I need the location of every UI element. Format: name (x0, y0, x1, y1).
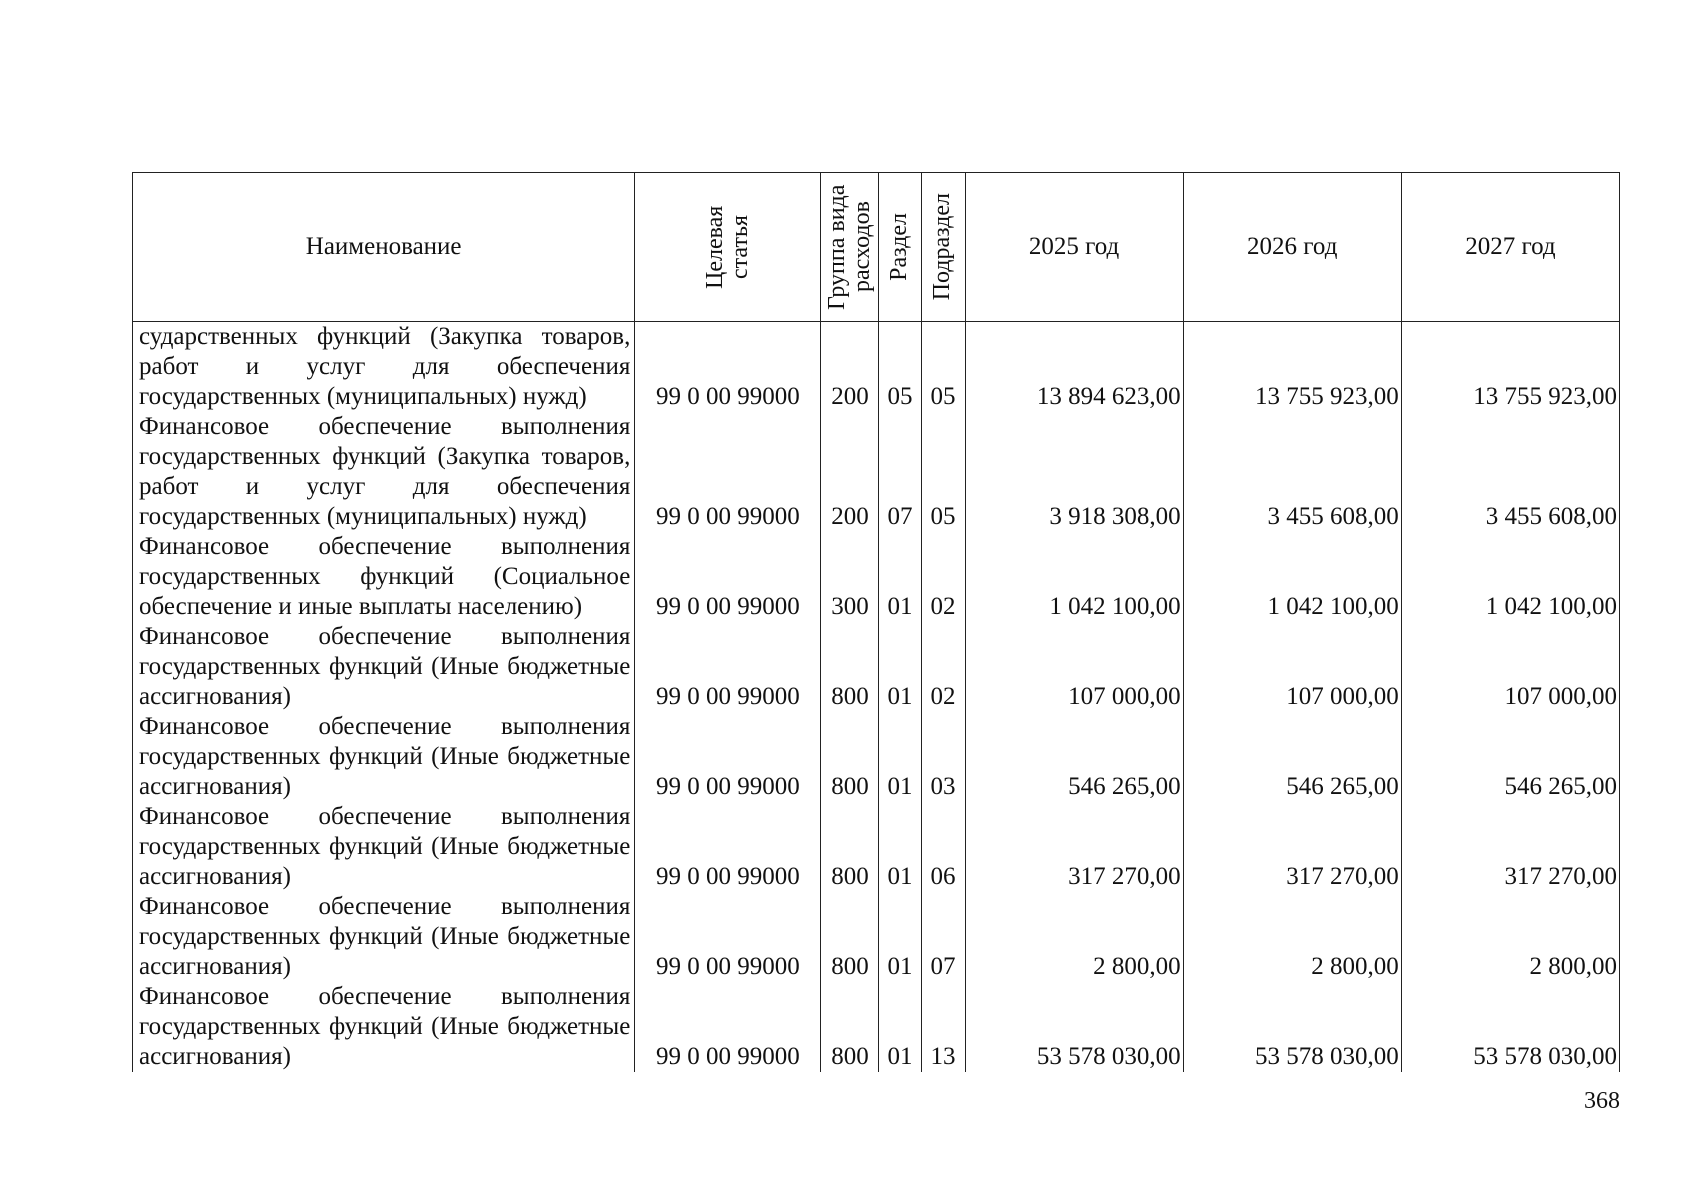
row-target-article: 99 0 00 99000 (635, 892, 821, 982)
row-expense-group: 800 (821, 892, 879, 982)
row-subsection: 05 (921, 322, 965, 413)
row-amount-2027: 1 042 100,00 (1401, 532, 1619, 622)
row-amount-2025: 107 000,00 (965, 622, 1183, 712)
row-subsection: 02 (921, 622, 965, 712)
table-row (133, 412, 1620, 532)
header-name (133, 173, 635, 322)
header-target-article (635, 173, 821, 322)
row-name: Финансовое обеспечение выполнения государственных функций (Социальное обеспечение и иные выплаты населению) (133, 532, 635, 622)
table-body (133, 322, 1620, 1073)
row-name: Финансовое обеспечение выполнения государственных функций (Иные бюджетные ассигнования) (133, 622, 635, 712)
row-name: Финансовое обеспечение выполнения государственных функций (Иные бюджетные ассигнования) (133, 892, 635, 982)
row-name: Финансовое обеспечение выполнения государственных функций (Иные бюджетные ассигнования) (133, 802, 635, 892)
row-target-article: 99 0 00 99000 (635, 412, 821, 532)
row-amount-2026: 3 455 608,00 (1183, 412, 1401, 532)
row-target-article: 99 0 00 99000 (635, 622, 821, 712)
row-amount-2026: 13 755 923,00 (1183, 322, 1401, 413)
row-expense-group: 200 (821, 322, 879, 413)
row-subsection: 02 (921, 532, 965, 622)
row-amount-2026: 1 042 100,00 (1183, 532, 1401, 622)
header-year-2027 (1401, 173, 1619, 322)
header-year-2025 (965, 173, 1183, 322)
header-expense-group (821, 173, 879, 322)
row-target-article: 99 0 00 99000 (635, 712, 821, 802)
header-subsection-label: Подраздел (929, 193, 956, 301)
table-row (133, 802, 1620, 892)
row-amount-2025: 2 800,00 (965, 892, 1183, 982)
row-amount-2027: 3 455 608,00 (1401, 412, 1619, 532)
header-target-article-label: Целевая статья (701, 205, 753, 289)
row-amount-2027: 317 270,00 (1401, 802, 1619, 892)
row-expense-group: 800 (821, 802, 879, 892)
row-target-article: 99 0 00 99000 (635, 802, 821, 892)
header-name-label: Наименование (305, 233, 462, 260)
row-section: 01 (879, 982, 921, 1072)
page-number: 368 (1584, 1088, 1620, 1114)
header-year-2026 (1183, 173, 1401, 322)
row-amount-2025: 317 270,00 (965, 802, 1183, 892)
header-year-2026-label: 2026 год (1247, 233, 1338, 260)
row-subsection: 13 (921, 982, 965, 1072)
row-expense-group: 800 (821, 712, 879, 802)
budget-table (132, 172, 1620, 1072)
table-row (133, 712, 1620, 802)
table-row (133, 982, 1620, 1072)
table-row (133, 622, 1620, 712)
table-row (133, 322, 1620, 413)
row-subsection: 05 (921, 412, 965, 532)
row-amount-2027: 13 755 923,00 (1401, 322, 1619, 413)
row-subsection: 03 (921, 712, 965, 802)
header-section-label: Раздел (886, 213, 913, 281)
row-target-article: 99 0 00 99000 (635, 982, 821, 1072)
row-name: Финансовое обеспечение выполнения государственных функций (Иные бюджетные ассигнования) (133, 712, 635, 802)
row-expense-group: 200 (821, 412, 879, 532)
row-subsection: 07 (921, 892, 965, 982)
row-section: 01 (879, 712, 921, 802)
row-section: 05 (879, 322, 921, 413)
table-row (133, 532, 1620, 622)
row-name: Финансовое обеспечение выполнения государственных функций (Иные бюджетные ассигнования) (133, 982, 635, 1072)
row-amount-2025: 53 578 030,00 (965, 982, 1183, 1072)
row-expense-group: 800 (821, 982, 879, 1072)
row-expense-group: 800 (821, 622, 879, 712)
row-amount-2027: 546 265,00 (1401, 712, 1619, 802)
row-amount-2027: 2 800,00 (1401, 892, 1619, 982)
row-section: 07 (879, 412, 921, 532)
header-section (879, 173, 921, 322)
row-amount-2026: 317 270,00 (1183, 802, 1401, 892)
row-section: 01 (879, 892, 921, 982)
row-amount-2025: 13 894 623,00 (965, 322, 1183, 413)
row-section: 01 (879, 802, 921, 892)
header-year-2025-label: 2025 год (1028, 233, 1120, 260)
row-subsection: 06 (921, 802, 965, 892)
row-target-article: 99 0 00 99000 (635, 532, 821, 622)
row-amount-2025: 3 918 308,00 (965, 412, 1183, 532)
row-amount-2025: 1 042 100,00 (965, 532, 1183, 622)
header-subsection (921, 173, 965, 322)
row-amount-2026: 2 800,00 (1183, 892, 1401, 982)
row-amount-2027: 107 000,00 (1401, 622, 1619, 712)
row-amount-2025: 546 265,00 (965, 712, 1183, 802)
row-amount-2027: 53 578 030,00 (1401, 982, 1619, 1072)
table-header (133, 173, 1620, 322)
row-target-article: 99 0 00 99000 (635, 322, 821, 413)
header-expense-group-label: Группа вида расходов (823, 184, 875, 310)
header-year-2027-label: 2027 год (1465, 233, 1556, 260)
row-name: Финансовое обеспечение выполнения государственных функций (Закупка товаров, работ и услуг для обеспечения государственных (муниципальных) нужд) (133, 412, 635, 532)
row-amount-2026: 53 578 030,00 (1183, 982, 1401, 1072)
row-amount-2026: 107 000,00 (1183, 622, 1401, 712)
row-section: 01 (879, 532, 921, 622)
table-row (133, 892, 1620, 982)
row-amount-2026: 546 265,00 (1183, 712, 1401, 802)
row-expense-group: 300 (821, 532, 879, 622)
row-name: сударственных функций (Закупка товаров, работ и услуг для обеспечения государственных (муниципальных) нужд) (133, 322, 635, 413)
row-section: 01 (879, 622, 921, 712)
